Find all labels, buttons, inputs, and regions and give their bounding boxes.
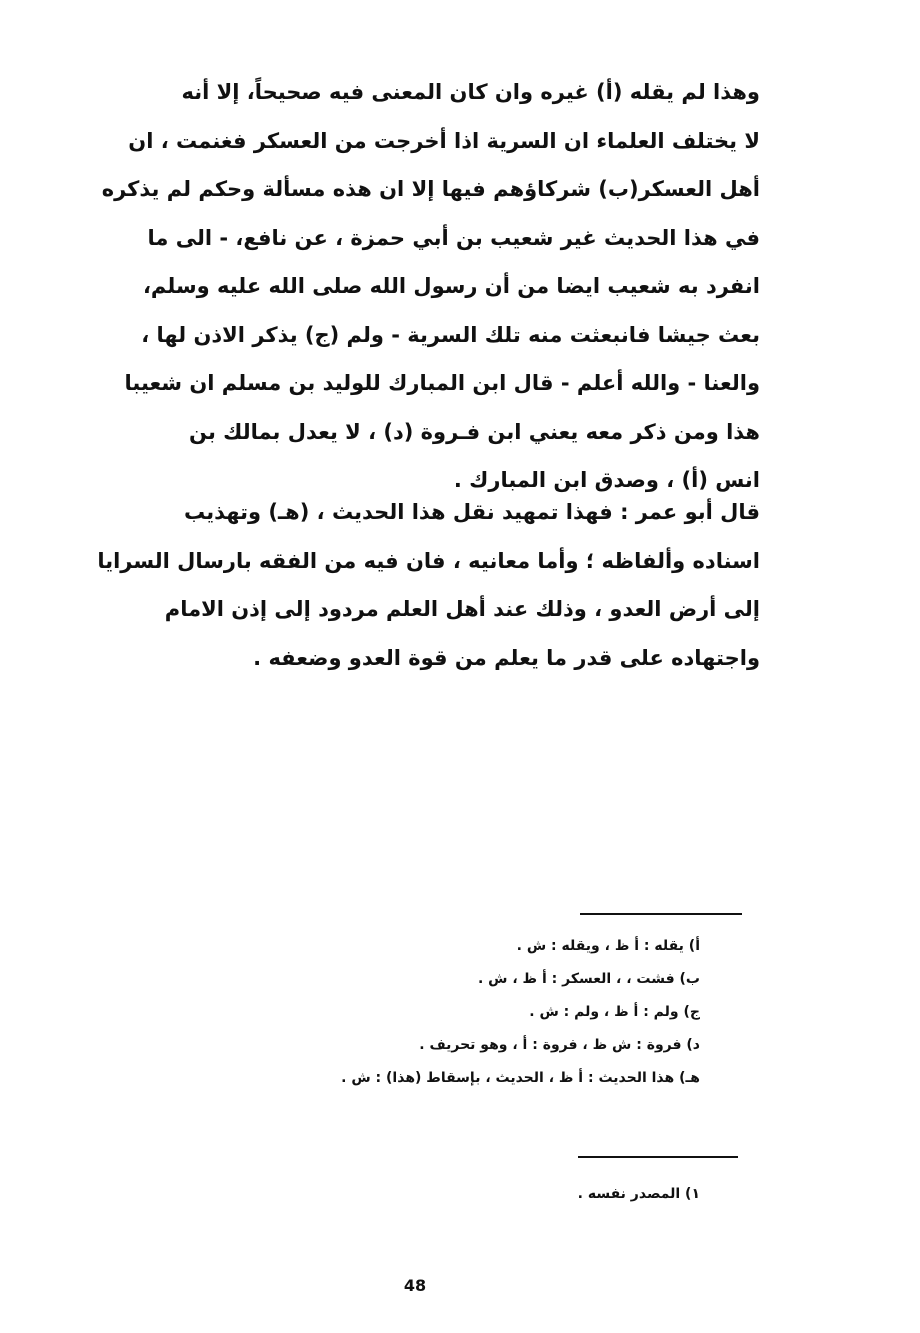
- footnote-item: د) فروة : ش ظ ، فروة : أ ، وهو تحريف .: [419, 1037, 700, 1053]
- footnote-extra: ١) المصدر نفسه .: [577, 1186, 700, 1202]
- text-line: انفرد به شعيب ايضا من أن رسول الله صلى الله عليه وسلم،: [142, 274, 760, 298]
- text-line: واجتهاده على قدر ما يعلم من قوة العدو وضعفه .: [253, 645, 760, 670]
- text-line: بعث جيشا فانبعثت منه تلك السرية - ولم (ج) يذكر الاذن لها ،: [141, 322, 760, 347]
- text-line: في هذا الحديث غير شعيب بن أبي حمزة ، عن نافع، - الى ما: [147, 225, 760, 250]
- footnote-item: هـ) هذا الحديث : أ ظ ، الحديث ، بإسقاط (هذا) : ش .: [341, 1070, 700, 1086]
- text-line: انس (أ) ، وصدق ابن المبارك .: [453, 468, 760, 492]
- footnote-item: ج) ولم : أ ظ ، ولم : ش .: [529, 1004, 700, 1020]
- main-paragraph-2: [97, 488, 760, 682]
- text-line: قال أبو عمر : فهذا تمهيد نقل هذا الحديث ، (هـ) وتهذيب: [184, 500, 760, 524]
- text-line: أهل العسكر(ب) شركاؤهم فيها إلا ان هذه مسألة وحكم لم يذكره: [101, 177, 760, 201]
- text-line: والعنا - والله أعلم - قال ابن المبارك للوليد بن مسلم ان شعيبا: [124, 371, 760, 395]
- footnotes: [220, 930, 700, 1095]
- text-line: لا يختلف العلماء ان السرية اذا أخرجت من العسكر فغنمت ، ان: [128, 128, 760, 153]
- footnote-item: ب) فشت ، ، العسكر : أ ظ ، ش .: [477, 971, 700, 987]
- main-paragraph-1: [101, 68, 760, 505]
- text-line: إلى أرض العدو ، وذلك عند أهل العلم مردود إلى إذن الامام: [164, 597, 760, 621]
- footnote-divider-2: [578, 1156, 738, 1158]
- text-line: وهذا لم يقله (أ) غيره وان كان المعنى فيه صحيحاً، إلا أنه: [181, 80, 760, 104]
- footnote-item: أ) يقله : أ ظ ، ويقله : ش .: [516, 938, 700, 954]
- page-number: 48: [403, 1276, 427, 1295]
- text-line: اسناده وألفاظه ؛ وأما معانيه ، فان فيه من الفقه بارسال السرايا: [97, 548, 760, 573]
- footnote-divider: [580, 913, 742, 915]
- text-line: هذا ومن ذكر معه يعني ابن فـروة (د) ، لا يعدل بمالك بن: [189, 419, 760, 444]
